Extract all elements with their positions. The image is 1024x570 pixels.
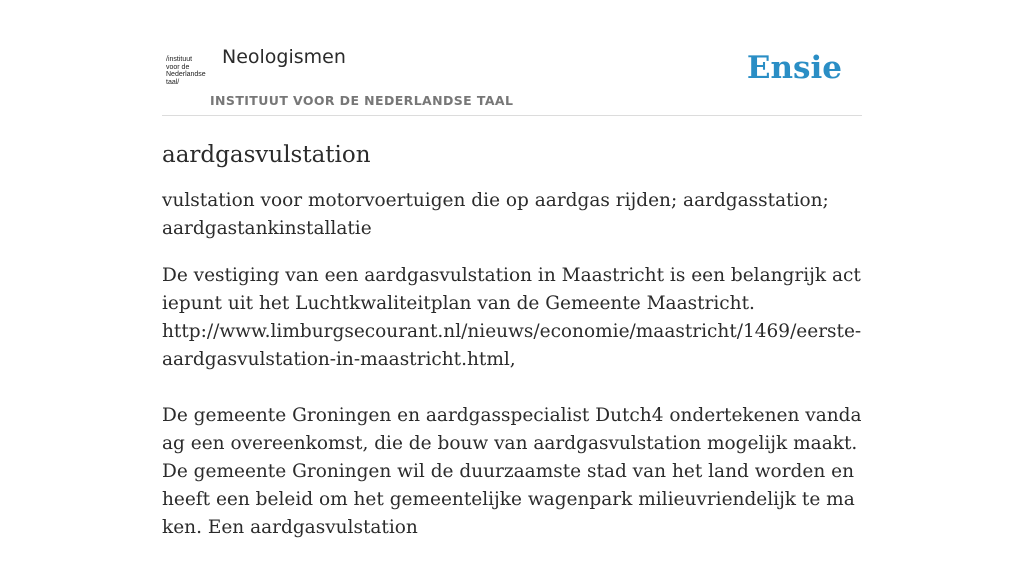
site-name[interactable]: Neologismen <box>222 46 346 68</box>
example-text: De vestiging van een aardgasvulstation in Maastricht is een belangrijk actiepunt uit het Luchtkwaliteitplan van de Gemeente Maastricht. <box>162 265 861 314</box>
institute-name: INSTITUUT VOOR DE NEDERLANDSE TAAL <box>210 93 514 108</box>
entry-definition: vulstation voor motorvoertuigen die op aardgas rijden; aardgasstation; aardgastankinstallatie <box>162 190 829 239</box>
example-source-link[interactable]: http://www.limburgsecourant.nl/nieuws/economie/maastricht/1469/eerste-aardgasvulstation-in-maastricht.html, <box>162 321 862 370</box>
institute-logo[interactable]: /instituut voor de Nederlandse taal/ <box>166 56 206 86</box>
entry-title: aardgasvulstation <box>162 142 371 168</box>
example-quote <box>162 402 862 542</box>
entry-content <box>162 138 862 570</box>
example-quote <box>162 262 862 374</box>
ensie-brand-logo[interactable]: Ensie <box>746 50 842 86</box>
example-text: De gemeente Groningen en aardgasspecialist Dutch4 ondertekenen vandaag een overeenkomst, die de bouw van aardgasvulstation mogelijk maakt. De gemeente Groningen wil de duurzaamste stad van het land worden en heeft een beleid om het gemeentelijke wagenpark milieuvriendelijk te maken. Een aardgasvulstation <box>162 405 862 538</box>
site-header <box>162 40 862 116</box>
